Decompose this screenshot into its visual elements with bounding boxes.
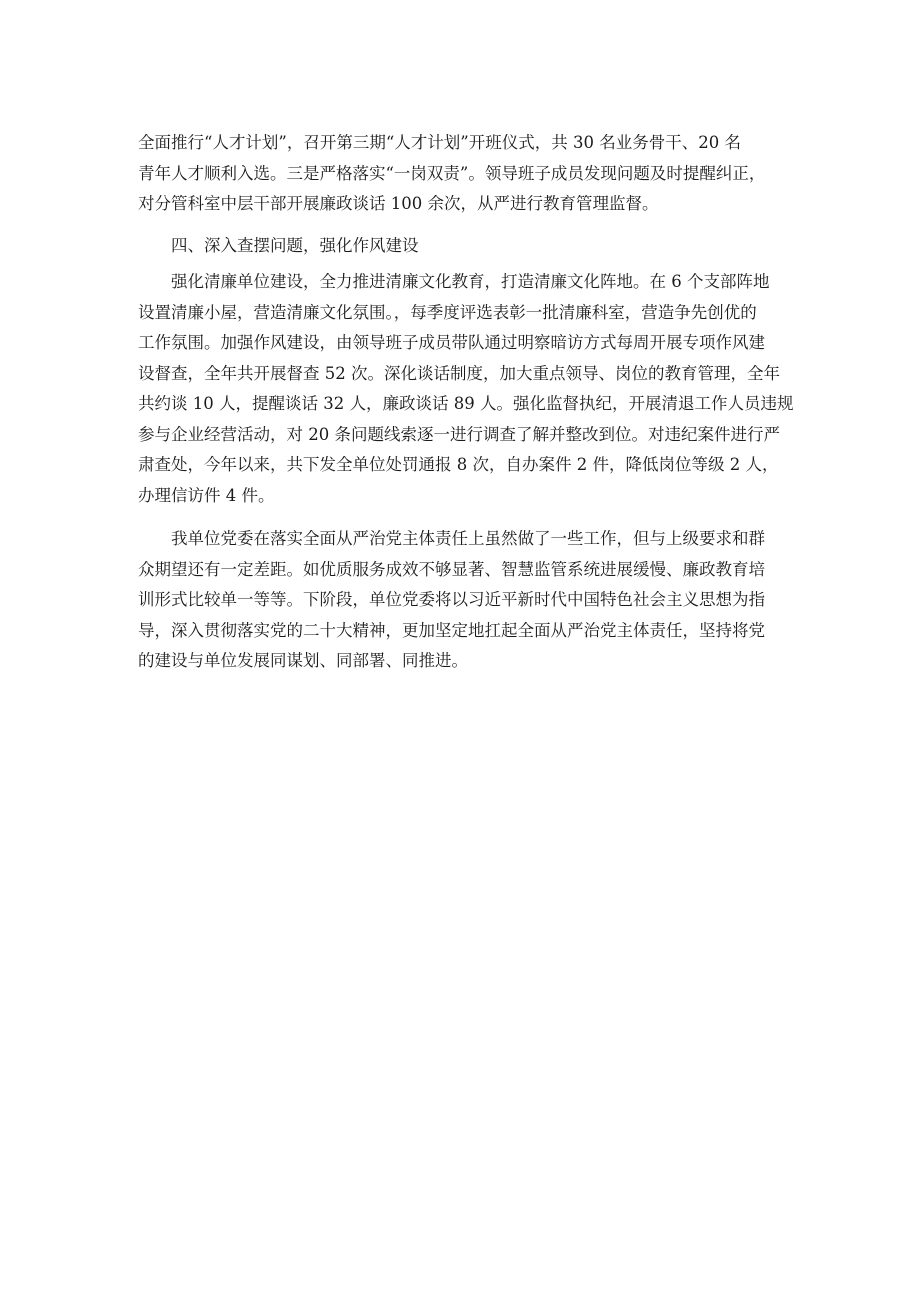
text-line: 全面推行“人才计划”，召开第三期“人才计划”开班仪式，共 30 名业务骨干、20 名 <box>138 133 741 152</box>
text-line: 共约谈 10 人，提醒谈话 32 人，廉政谈话 89 人。强化监督执纪，开展清退工作人员违规 <box>138 394 794 413</box>
paragraph-talent-plan <box>138 128 788 220</box>
text-line: 参与企业经营活动，对 20 条问题线索逐一进行调查了解并整改到位。对违纪案件进行严 <box>138 424 780 444</box>
paragraph-clean-culture <box>138 267 794 511</box>
text-line: 强化清廉单位建设，全力推进清廉文化教育，打造清廉文化阵地。在 6 个支部阵地 <box>171 272 770 291</box>
text-line: 办理信访件 4 件。 <box>138 485 275 505</box>
text-line: 设督查，全年共开展督查 52 次。深化谈话制度，加大重点领导、岗位的教育管理，全年 <box>138 363 780 383</box>
text-line: 工作氛围。加强作风建设，由领导班子成员带队通过明察暗访方式每周开展专项作风建 <box>138 333 765 352</box>
text-line: 肃查处，今年以来，共下发全单位处罚通报 8 次，自办案件 2 件，降低岗位等级 2 人， <box>138 455 779 474</box>
section-heading-four <box>138 231 788 262</box>
text-line: 青年人才顺利入选。三是严格落实“一岗双责”。领导班子成员发现问题及时提醒纠正， <box>138 163 766 183</box>
paragraph-summary <box>138 524 788 677</box>
text-line: 的建设与单位发展同谋划、同部署、同推进。 <box>138 651 468 670</box>
text-line: 导，深入贯彻落实党的二十大精神，更加坚定地扛起全面从严治党主体责任，坚持将党 <box>138 620 765 640</box>
text-line: 众期望还有一定差距。如优质服务成效不够显著、智慧监管系统进展缓慢、廉政教育培 <box>138 559 765 579</box>
text-line: 我单位党委在落实全面从严治党主体责任上虽然做了一些工作，但与上级要求和群 <box>171 529 765 548</box>
text-line: 对分管科室中层干部开展廉政谈话 100 余次，从严进行教育管理监督。 <box>138 194 659 213</box>
section-heading: 四、深入查摆问题，强化作风建设 <box>171 236 419 255</box>
text-line: 设置清廉小屋，营造清廉文化氛围。，每季度评选表彰一批清廉科室，营造争先创优的 <box>138 302 757 322</box>
text-line: 训形式比较单一等等。下阶段，单位党委将以习近平新时代中国特色社会主义思想为指 <box>138 590 765 609</box>
